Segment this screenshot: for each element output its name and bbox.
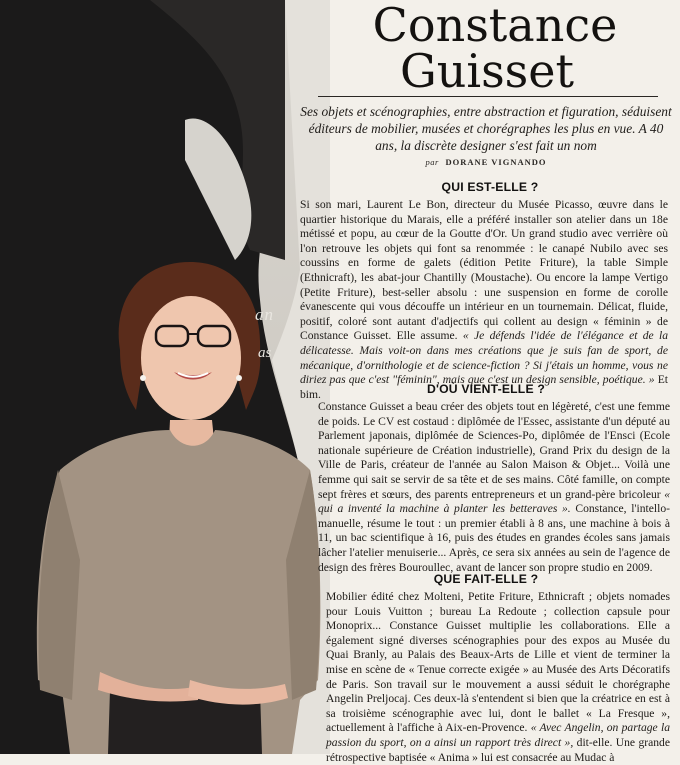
section-text: Si son mari, Laurent Le Bon, directeur du Musée Picasso, œuvre dans le quartier historique du Marais, elle a préféré installer son atelier dans un 18e métissé et popu, au cœur de la Goutte d'Or. Un grand studio avec verrière où l'on retrouve les objets qui font sa renommée : le canapé Nubilo avec ses coussins en forme de galets (édition Petite Friture), la table Simple (Ethnicraft), les abat-jour Chantilly (Moustache). Ou encore la lampe Vertigo (Petite Friture), best-seller absolu : une suspension en forme de corolle évanescente qui vous découffe un intérieur en un tournemain. Délicat, fluide, positif, coloré sont autant d'adjectifs qui collent au design « féminin » de Constance Guisset. Elle assume. [300,198,668,343]
article-title-line1: Constance [372,0,618,52]
section-body-where [318,400,670,575]
section-body-what [326,590,670,765]
section-text-end: dit-elle. Une grande rétrospective baptisée « Anima » lui est consacrée au Mudac à [326,735,670,764]
section-heading-who: QUI EST-ELLE ? [441,180,539,194]
portrait-illustration [0,0,330,754]
section-quote: « Avec Angelin, on partage la passion du sport, on a ainsi un rapport très direct », [326,721,671,749]
article-dek: Ses objets et scénographies, entre abstraction et figuration, séduisent éditeurs de mobilier, musées et chorégraphes les plus en vue. A 40 ans, la discrète designer s'est fait un nom [300,104,672,153]
section-text-end: Et bim. [300,373,669,401]
section-quote: « Je défends l'idée de l'élégance et de la délicatesse. Mais voit-on dans mes créations que je suis fan de sport, de mécanique, d'ornithologie et de science-fiction ? Si j'étais un homme, vous ne diriez pas que c'est "féminin", mais que c'est un design sensible, poétique. » [300,329,669,387]
section-body-who [300,198,668,402]
article-title-line2: Guisset [399,44,574,98]
section-quote: « qui a inventé la machine à planter les betteraves ». [318,487,670,516]
section-heading-where: D'OÙ VIENT-ELLE ? [426,382,546,396]
section-text: Constance Guisset a beau créer des objets tout en légèreté, c'est une femme de poids. Le CV est costaud : diplômée de l'Essec, assistante d'un député au Parlement japonais, diplômée de Sciences-Po, diplômée de l'Ensci (Ecole nationale supérieure de Création industrielle), Grand Prix du design de la Ville de Paris, créateur de l'année au Salon Maison & Objet... Voilà une femme qui sait se servir de sa tête et de ses mains. Côté famille, on compte sept frères et sœurs, des parents entrepreneurs et un grand-père bricoleur [318,400,670,501]
section-text-end: Constance, l'intello-manuelle, résume le tout : un premier établi à 8 ans, une machine à bois à 11, un bac scientifique à 16, puis des études en grandes écoles sans jamais lâcher l'atelier menuiserie... Après, ce sera six années au sein de l'agence de design des frères Bouroullec, avant de lancer son propre studio en 2009. [318,502,670,574]
byline-author: DORANE VIGNANDO [445,157,547,167]
section-heading-what: QUE FAIT-ELLE ? [433,572,539,586]
section-text: Mobilier édité chez Molteni, Petite Friture, Ethnicraft ; objets nomades pour Louis Vuitton ; bureau La Redoute ; collection capsule pour Monoprix... Constance Guisset multiplie les collaborations. Elle a également signé diverses scénographies pour des expos au Musée du Quai Branly, au Palais des Beaux-Arts de Lille et vient de terminer la mise en scène de « Tenue correcte exigée » au Musée des Arts Décoratifs de Paris. Son travail sur le mouvement a aussi séduit le chorégraphe Angelin Preljocaj. Ces deux-là s'entendent si bien que la créatrice en est à sa troisième scénographie avec lui, dont le ballet « La Fresque », actuellement à l'affiche à Aix-en-Provence. [326,590,670,735]
byline [300,157,672,167]
title-rule [318,96,658,97]
portrait-photo [0,0,330,754]
photo-text-fragment: as [258,345,272,361]
photo-text-fragment: an [255,305,274,324]
byline-prefix: par [425,157,439,167]
